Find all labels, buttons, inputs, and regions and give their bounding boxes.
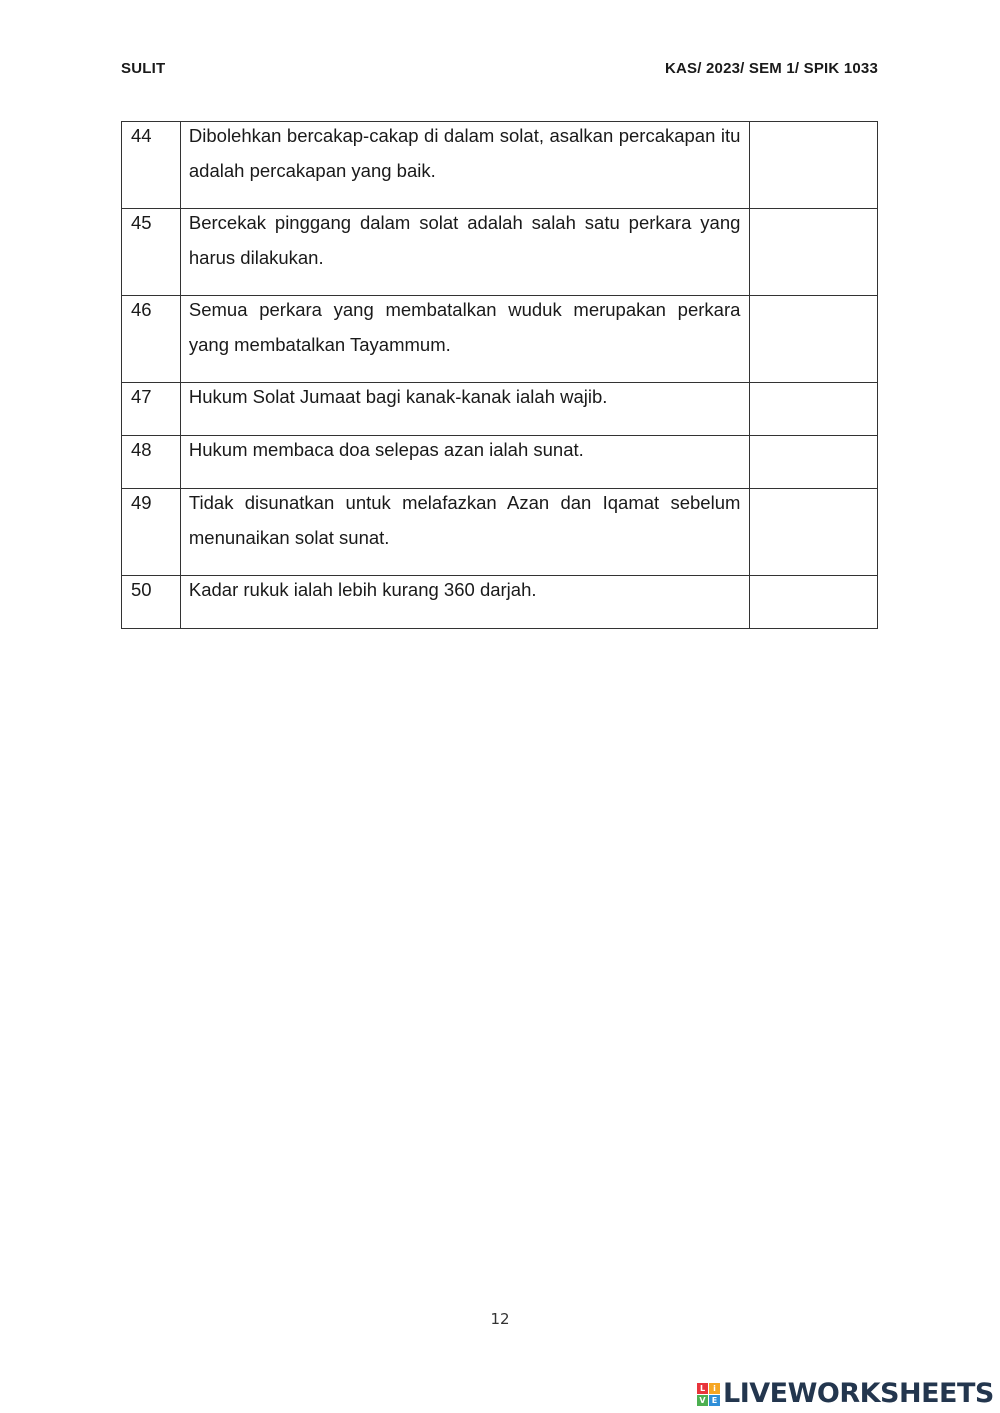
question-statement: Bercekak pinggang dalam solat adalah salah satu perkara yang harus dilakukan.	[180, 209, 750, 296]
logo-letter: L	[697, 1383, 708, 1394]
question-statement: Hukum membaca doa selepas azan ialah sunat.	[180, 436, 750, 489]
answer-cell[interactable]	[750, 383, 878, 436]
table-row	[122, 209, 878, 296]
answer-cell[interactable]	[750, 436, 878, 489]
page-number: 12	[490, 1310, 510, 1328]
question-statement: Semua perkara yang membatalkan wuduk merupakan perkara yang membatalkan Tayammum.	[180, 296, 750, 383]
header-right: KAS/ 2023/ SEM 1/ SPIK 1033	[664, 60, 878, 77]
table-row	[122, 489, 878, 576]
liveworksheets-wordmark: LIVEWORKSHEETS	[723, 1378, 994, 1409]
question-statement: Dibolehkan bercakap-cakap di dalam solat, asalkan percakapan itu adalah percakapan yang baik.	[180, 122, 750, 209]
table-row	[122, 576, 878, 629]
question-statement: Tidak disunatkan untuk melafazkan Azan dan Iqamat sebelum menunaikan solat sunat.	[180, 489, 750, 576]
table-row	[122, 383, 878, 436]
question-statement: Hukum Solat Jumaat bagi kanak-kanak ialah wajib.	[180, 383, 750, 436]
answer-cell[interactable]	[750, 489, 878, 576]
table-row	[122, 296, 878, 383]
question-number: 47	[122, 383, 181, 436]
table-row	[122, 122, 878, 209]
question-number: 50	[122, 576, 181, 629]
question-statement: Kadar rukuk ialah lebih kurang 360 darjah.	[180, 576, 750, 629]
question-number: 45	[122, 209, 181, 296]
question-number: 46	[122, 296, 181, 383]
question-number: 48	[122, 436, 181, 489]
liveworksheets-logo	[697, 1379, 994, 1409]
answer-cell[interactable]	[750, 576, 878, 629]
table-row	[122, 436, 878, 489]
question-table	[121, 121, 878, 629]
header-left: SULIT	[121, 60, 166, 77]
logo-letter: E	[709, 1395, 720, 1406]
question-number: 44	[122, 122, 181, 209]
answer-cell[interactable]	[750, 122, 878, 209]
question-number: 49	[122, 489, 181, 576]
answer-cell[interactable]	[750, 209, 878, 296]
logo-letter: V	[697, 1395, 708, 1406]
liveworksheets-icon	[697, 1383, 720, 1406]
logo-letter: i	[709, 1383, 720, 1394]
answer-cell[interactable]	[750, 296, 878, 383]
